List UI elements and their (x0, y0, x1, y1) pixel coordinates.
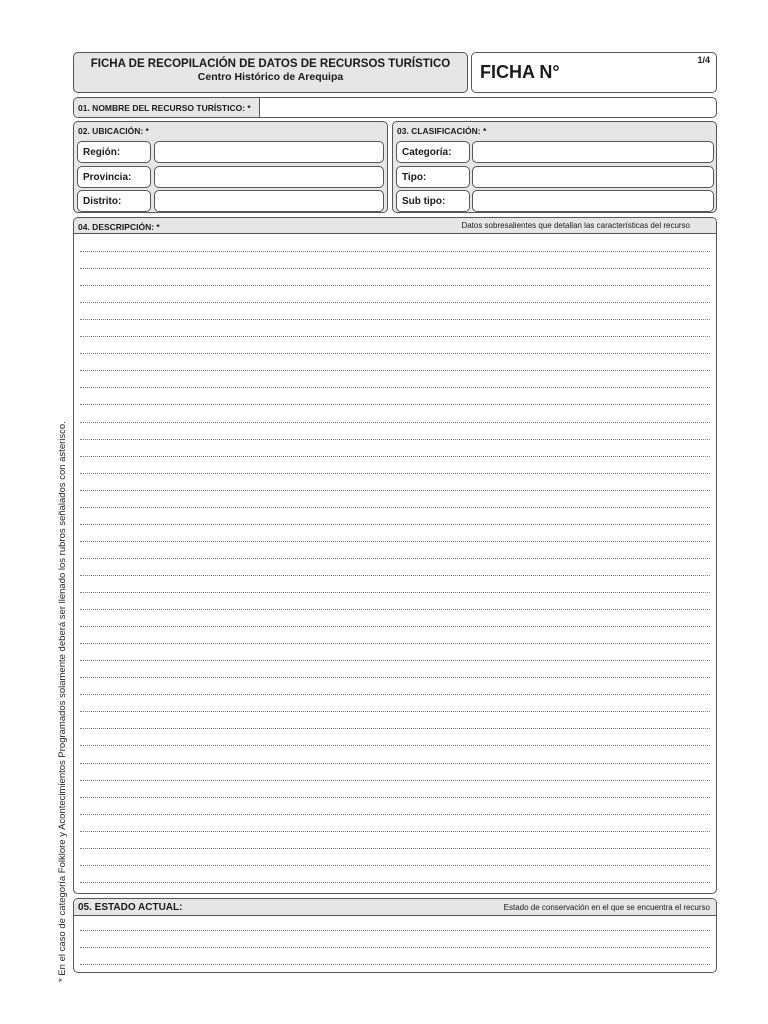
estado-textarea[interactable] (74, 916, 716, 972)
nombre-input[interactable] (262, 98, 716, 117)
writing-line (80, 439, 710, 440)
writing-line (80, 592, 710, 593)
writing-line (80, 302, 710, 303)
subtipo-label: Sub tipo: (396, 190, 470, 212)
writing-line (80, 930, 710, 931)
writing-line (80, 643, 710, 644)
writing-line (80, 353, 710, 354)
writing-line (80, 882, 710, 883)
region-label: Región: (77, 141, 151, 163)
writing-line (80, 541, 710, 542)
tipo-input[interactable] (472, 166, 714, 188)
region-input[interactable] (154, 141, 384, 163)
descripcion-textarea[interactable] (74, 234, 716, 893)
writing-line (80, 865, 710, 866)
distrito-input[interactable] (154, 190, 384, 212)
writing-line (80, 268, 710, 269)
writing-line (80, 609, 710, 610)
section-01-nombre (73, 97, 717, 118)
page-indicator: 1/4 (697, 55, 710, 65)
section-02-ubicacion (73, 121, 388, 213)
header-title-box (73, 52, 468, 93)
estado-label: 05. ESTADO ACTUAL: (78, 902, 183, 913)
clasificacion-label: 03. CLASIFICACIÓN: * (397, 126, 487, 136)
writing-line (80, 370, 710, 371)
writing-line (80, 336, 710, 337)
section-05-estado (73, 898, 717, 973)
writing-line (80, 694, 710, 695)
categoria-input[interactable] (472, 141, 714, 163)
asterisk-footnote: * En el caso de categoría Folklore y Acontecimientos Programados solamente deberá ser llenado los rubros señalados con asterisco. (57, 421, 68, 982)
descripcion-note: Datos sobresalientes que detallan las características del recurso (461, 221, 690, 230)
writing-line (80, 404, 710, 405)
categoria-label: Categoría: (396, 141, 470, 163)
form-title: FICHA DE RECOPILACIÓN DE DATOS DE RECURSOS TURÍSTICO (90, 58, 451, 70)
writing-line (80, 947, 710, 948)
writing-line (80, 797, 710, 798)
writing-line (80, 558, 710, 559)
writing-line (80, 251, 710, 252)
writing-line (80, 473, 710, 474)
estado-note: Estado de conservación en el que se encuentra el recurso (503, 903, 710, 912)
writing-line (80, 422, 710, 423)
writing-line (80, 387, 710, 388)
writing-line (80, 456, 710, 457)
writing-line (80, 677, 710, 678)
provincia-label: Provincia: (77, 166, 151, 188)
writing-line (80, 848, 710, 849)
writing-line (80, 575, 710, 576)
ubicacion-label: 02. UBICACIÓN: * (78, 126, 149, 136)
writing-line (80, 490, 710, 491)
writing-line (80, 780, 710, 781)
writing-line (80, 711, 710, 712)
writing-line (80, 728, 710, 729)
writing-line (80, 660, 710, 661)
nombre-label: 01. NOMBRE DEL RECURSO TURÍSTICO: * (78, 103, 251, 113)
writing-line (80, 831, 710, 832)
writing-line (80, 285, 710, 286)
writing-line (80, 319, 710, 320)
descripcion-label: 04. DESCRIPCIÓN: * (78, 222, 160, 232)
form-subtitle: Centro Histórico de Arequipa (197, 71, 344, 83)
provincia-input[interactable] (154, 166, 384, 188)
section-03-clasificacion (392, 121, 717, 213)
ficha-number-box[interactable] (471, 52, 717, 93)
subtipo-input[interactable] (472, 190, 714, 212)
tipo-label: Tipo: (396, 166, 470, 188)
writing-line (80, 745, 710, 746)
writing-line (80, 964, 710, 965)
writing-line (80, 626, 710, 627)
ficha-number-label: FICHA N° (480, 62, 560, 82)
writing-line (80, 763, 710, 764)
distrito-label: Distrito: (77, 190, 151, 212)
section-04-descripcion (73, 217, 717, 894)
writing-line (80, 507, 710, 508)
writing-line (80, 524, 710, 525)
writing-line (80, 814, 710, 815)
